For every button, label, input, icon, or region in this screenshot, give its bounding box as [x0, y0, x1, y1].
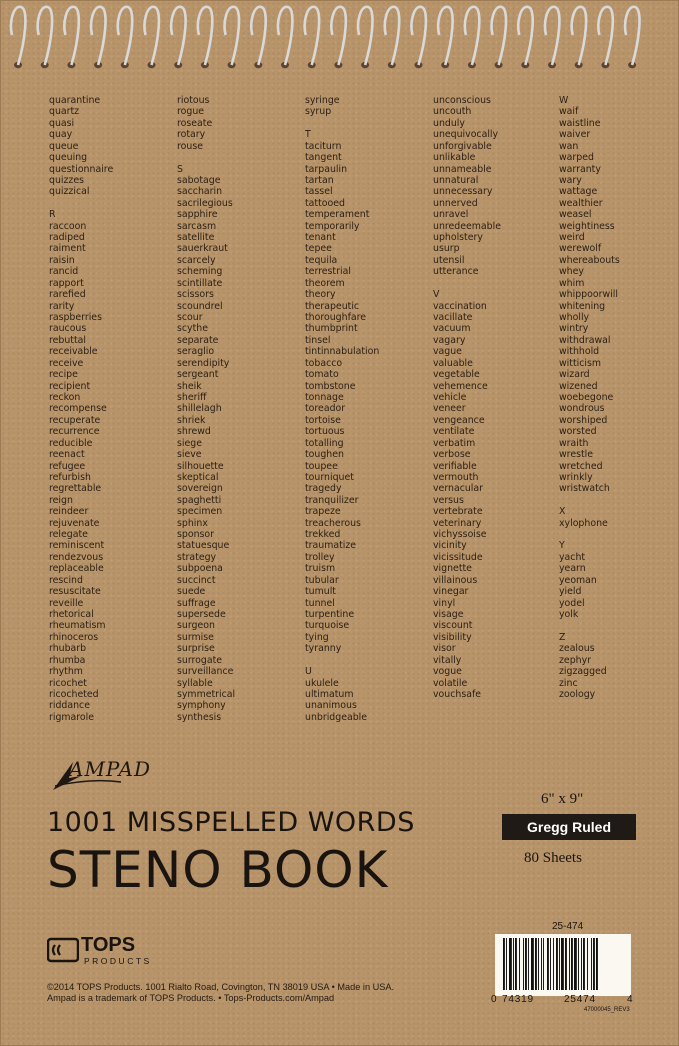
word-item: wan [559, 140, 579, 152]
word-item: unlikable [433, 152, 476, 164]
word-item: replaceable [49, 563, 104, 575]
word-item: thoroughfare [305, 312, 367, 324]
word-item: riddance [49, 700, 90, 712]
word-item: villainous [433, 574, 478, 586]
word-item: shriek [177, 414, 206, 426]
word-item: vehemence [433, 380, 488, 392]
word-item: whitening [559, 300, 606, 312]
barcode-lead-digit: 0 [491, 994, 497, 1005]
word-item: temporarily [305, 220, 360, 232]
word-item: rogue [177, 106, 205, 118]
word-item: vinegar [433, 586, 469, 598]
word-item: zoology [559, 688, 596, 700]
word-item: yield [559, 586, 582, 598]
word-item: versus [433, 494, 464, 506]
word-item: vouchsafe [433, 688, 482, 700]
word-column-1 [49, 95, 113, 723]
word-item: tumult [305, 586, 336, 598]
word-item: waistline [559, 117, 601, 129]
word-item: worsted [559, 426, 597, 438]
word-item: zealous [559, 643, 595, 655]
barcode-trail-digit: 4 [627, 994, 633, 1005]
word-item: unredeemable [433, 220, 501, 232]
word-item: scythe [177, 323, 208, 335]
word-item: surprise [177, 643, 215, 655]
word-item: quizzical [49, 186, 90, 198]
word-item: surveillance [177, 666, 234, 678]
word-item: shrewd [177, 426, 211, 438]
word-item: whey [559, 266, 584, 278]
word-item: thumbprint [305, 323, 358, 335]
word-item: upholstery [433, 232, 483, 244]
word-item: reign [49, 494, 73, 506]
word-item: tonnage [305, 391, 344, 403]
tops-sub: PRODUCTS [84, 956, 152, 966]
word-item: synthesis [177, 711, 222, 723]
word-item: rhumba [49, 654, 86, 666]
word-item: wintry [559, 323, 589, 335]
word-item: wrestle [559, 449, 594, 461]
word-item: trolley [305, 551, 335, 563]
word-item: reckon [49, 391, 81, 403]
word-item: vacillate [433, 312, 473, 324]
word-item: wraith [559, 437, 589, 449]
word-item: tortuous [305, 426, 345, 438]
word-item: tangent [305, 152, 342, 164]
word-item: ricochet [49, 677, 87, 689]
word-item: yodel [559, 597, 585, 609]
word-item: veterinary [433, 517, 482, 529]
word-item: wretched [559, 460, 603, 472]
word-item: vogue [433, 666, 462, 678]
word-item: subpoena [177, 563, 223, 575]
copyright-line2: Ampad is a trademark of TOPS Products. • Tops-Products.com/Ampad [47, 993, 335, 1003]
spacer [559, 620, 620, 631]
barcode-group1: 74319 [502, 994, 534, 1005]
barcode-bars-icon [495, 934, 631, 996]
word-item: vagary [433, 334, 466, 346]
word-item: tobacco [305, 357, 343, 369]
word-item: tranquilizer [305, 494, 359, 506]
word-item: zinc [559, 677, 578, 689]
word-item: ultimatum [305, 688, 354, 700]
word-item: quarantine [49, 95, 101, 106]
word-item: wrinkly [559, 471, 593, 483]
word-item: quizzes [49, 174, 84, 186]
word-item: raccoon [49, 220, 87, 232]
barcode-group2: 25474 [564, 994, 596, 1005]
word-item: weasel [559, 209, 592, 221]
word-item: utterance [433, 266, 479, 278]
word-item: riotous [177, 95, 210, 106]
word-item: vicinity [433, 540, 467, 552]
word-item: vitally [433, 654, 462, 666]
word-item: sheriff [177, 391, 207, 403]
word-item: viscount [433, 620, 473, 632]
word-item: sieve [177, 449, 202, 461]
word-item: rhythm [49, 666, 83, 678]
word-item: tomato [305, 369, 339, 381]
word-item: wary [559, 174, 582, 186]
word-item: veneer [433, 403, 466, 415]
word-item: sergeant [177, 369, 219, 381]
word-item: questionnaire [49, 163, 114, 175]
word-item: yearn [559, 563, 586, 575]
word-item: rotary [177, 129, 206, 141]
word-item: tarpaulin [305, 163, 348, 175]
word-item: zigzagged [559, 666, 607, 678]
barcode-revision: 47000045_REV3 [584, 1007, 630, 1013]
word-item: tattooed [305, 197, 345, 209]
word-item: vichyssoise [433, 529, 487, 541]
word-item: tassel [305, 186, 333, 198]
word-item: tourniquet [305, 471, 354, 483]
word-item: waiver [559, 129, 591, 141]
word-item: saccharin [177, 186, 223, 198]
word-item: roseate [177, 117, 213, 129]
section-letter: Y [559, 540, 565, 552]
product-title-line1: 1001 MISSPELLED WORDS [47, 807, 415, 838]
word-item: supersede [177, 608, 226, 620]
word-item: wholly [559, 312, 590, 324]
word-item: unduly [433, 117, 465, 129]
word-item: serendipity [177, 357, 230, 369]
word-item: spaghetti [177, 494, 222, 506]
size-label: 6" x 9" [541, 791, 584, 807]
word-item: scintillate [177, 277, 223, 289]
word-item: rhubarb [49, 643, 87, 655]
word-item: unnecessary [433, 186, 493, 198]
word-column-3 [305, 95, 379, 723]
word-item: rapport [49, 277, 84, 289]
word-item: witticism [559, 357, 602, 369]
word-item: wristwatch [559, 483, 610, 495]
word-item: vicissitude [433, 551, 483, 563]
spacer [177, 152, 235, 163]
word-item: quartz [49, 106, 80, 118]
word-item: refugee [49, 460, 86, 472]
word-item: terrestrial [305, 266, 351, 278]
word-item: weightiness [559, 220, 615, 232]
word-column-4 [433, 95, 501, 700]
word-item: tunnel [305, 597, 335, 609]
word-item: turpentine [305, 608, 355, 620]
word-item: whereabouts [559, 254, 620, 266]
word-item: raisin [49, 254, 75, 266]
word-item: warped [559, 152, 594, 164]
word-item: sarcasm [177, 220, 217, 232]
word-item: tartan [305, 174, 334, 186]
word-item: vague [433, 346, 462, 358]
word-item: totalling [305, 437, 344, 449]
word-item: syringe [305, 95, 340, 106]
word-item: waif [559, 106, 579, 118]
word-item: tenant [305, 232, 336, 244]
word-item: receive [49, 357, 84, 369]
word-item: reminiscent [49, 540, 105, 552]
word-item: sovereign [177, 483, 223, 495]
word-item: unconscious [433, 95, 491, 106]
spacer [49, 198, 113, 209]
word-item: scoundrel [177, 300, 223, 312]
word-item: recipient [49, 380, 91, 392]
word-item: specimen [177, 506, 223, 518]
word-item: verbatim [433, 437, 476, 449]
word-item: theorem [305, 277, 345, 289]
word-item: quasi [49, 117, 75, 129]
word-item: vegetable [433, 369, 480, 381]
word-item: tinsel [305, 334, 331, 346]
word-item: usurp [433, 243, 460, 255]
word-item: turquoise [305, 620, 350, 632]
word-item: relegate [49, 529, 88, 541]
word-item: taciturn [305, 140, 342, 152]
word-item: treacherous [305, 517, 361, 529]
word-item: trekked [305, 529, 341, 541]
word-item: separate [177, 334, 219, 346]
sheet-count: 80 Sheets [524, 850, 582, 866]
word-item: xylophone [559, 517, 608, 529]
tops-logo-icon [47, 937, 79, 963]
ruling-badge: Gregg Ruled [502, 814, 636, 840]
section-letter: W [559, 95, 569, 106]
word-column-5 [559, 95, 620, 700]
spacer [559, 529, 620, 540]
word-item: unnameable [433, 163, 492, 175]
word-item: traumatize [305, 540, 357, 552]
word-item: vacuum [433, 323, 471, 335]
word-item: rhetorical [49, 608, 94, 620]
word-item: refurbish [49, 471, 91, 483]
word-item: regrettable [49, 483, 102, 495]
section-letter: Z [559, 631, 566, 643]
word-item: surmise [177, 631, 214, 643]
section-letter: V [433, 289, 440, 301]
spacer [559, 495, 620, 506]
word-item: unforgivable [433, 140, 492, 152]
word-item: volatile [433, 677, 468, 689]
word-item: tragedy [305, 483, 342, 495]
word-item: sheik [177, 380, 202, 392]
section-letter: R [49, 209, 56, 221]
section-letter: S [177, 163, 183, 175]
word-item: unbridgeable [305, 711, 368, 723]
word-item: toreador [305, 403, 346, 415]
word-item: succinct [177, 574, 216, 586]
word-item: syrup [305, 106, 332, 118]
word-item: whim [559, 277, 585, 289]
word-item: rejuvenate [49, 517, 100, 529]
word-item: weird [559, 232, 585, 244]
word-item: tintinnabulation [305, 346, 380, 358]
word-item: vermouth [433, 471, 479, 483]
word-item: whippoorwill [559, 289, 618, 301]
word-item: theory [305, 289, 336, 301]
word-item: sauerkraut [177, 243, 228, 255]
word-item: rebuttal [49, 334, 87, 346]
word-item: wizard [559, 369, 590, 381]
section-letter: U [305, 666, 312, 678]
word-item: verifiable [433, 460, 477, 472]
word-item: raiment [49, 243, 86, 255]
word-item: tepee [305, 243, 332, 255]
word-item: reindeer [49, 506, 89, 518]
word-item: tombstone [305, 380, 356, 392]
word-item: zephyr [559, 654, 591, 666]
tops-name: TOPS [81, 934, 136, 956]
copyright-line1: ©2014 TOPS Products. 1001 Rialto Road, Covington, TN 38019 USA • Made in USA. [47, 982, 395, 992]
word-item: reducible [49, 437, 93, 449]
ampad-logo-text: AMPAD [69, 757, 152, 781]
word-item: vernacular [433, 483, 483, 495]
word-item: rheumatism [49, 620, 106, 632]
section-letter: T [305, 129, 311, 141]
word-item: strategy [177, 551, 217, 563]
word-item: shillelagh [177, 403, 222, 415]
word-item: worshiped [559, 414, 608, 426]
word-item: symphony [177, 700, 226, 712]
word-item: tequila [305, 254, 338, 266]
word-item: yolk [559, 608, 579, 620]
word-item: suffrage [177, 597, 216, 609]
word-item: suede [177, 586, 206, 598]
word-item: vehicle [433, 391, 467, 403]
word-item: rendezvous [49, 551, 104, 563]
word-item: vignette [433, 563, 472, 575]
word-item: scheming [177, 266, 223, 278]
word-item: reenact [49, 449, 85, 461]
word-item: reveille [49, 597, 84, 609]
spacer [305, 655, 379, 666]
word-item: visage [433, 608, 464, 620]
word-item: rancid [49, 266, 79, 278]
word-item: quay [49, 129, 73, 141]
word-item: queuing [49, 152, 88, 164]
word-item: vinyl [433, 597, 456, 609]
word-item: vertebrate [433, 506, 483, 518]
word-item: tortoise [305, 414, 341, 426]
word-item: unanimous [305, 700, 357, 712]
word-item: tyranny [305, 643, 342, 655]
word-item: uncouth [433, 106, 472, 118]
word-item: syllable [177, 677, 213, 689]
word-item: ventilate [433, 426, 475, 438]
word-item: sabotage [177, 174, 221, 186]
section-letter: X [559, 506, 566, 518]
word-item: withdrawal [559, 334, 611, 346]
word-item: recurrence [49, 426, 100, 438]
word-item: scour [177, 312, 203, 324]
word-item: toughen [305, 449, 344, 461]
word-item: sponsor [177, 529, 214, 541]
word-item: surrogate [177, 654, 223, 666]
word-item: ukulele [305, 677, 339, 689]
word-item: tying [305, 631, 329, 643]
word-item: tubular [305, 574, 339, 586]
word-item: visibility [433, 631, 472, 643]
word-item: rigmarole [49, 711, 95, 723]
word-item: wizened [559, 380, 598, 392]
word-item: satellite [177, 232, 215, 244]
word-item: wattage [559, 186, 598, 198]
word-item: rescind [49, 574, 83, 586]
model-number: 25-474 [552, 921, 584, 932]
word-item: raspberries [49, 312, 102, 324]
word-item: recipe [49, 369, 78, 381]
spiral-binding [1, 1, 679, 75]
word-item: sapphire [177, 209, 218, 221]
word-item: wondrous [559, 403, 605, 415]
word-column-2 [177, 95, 235, 723]
word-item: warranty [559, 163, 601, 175]
word-item: yeoman [559, 574, 597, 586]
word-item: unravel [433, 209, 469, 221]
word-item: temperament [305, 209, 370, 221]
word-item: yacht [559, 551, 586, 563]
word-item: woebegone [559, 391, 614, 403]
word-item: radiped [49, 232, 85, 244]
word-item: rarity [49, 300, 75, 312]
word-item: toupee [305, 460, 338, 472]
word-item: silhouette [177, 460, 224, 472]
word-item: scissors [177, 289, 214, 301]
word-item: seraglio [177, 346, 215, 358]
word-item: utensil [433, 254, 465, 266]
spacer [305, 118, 379, 129]
word-item: wealthier [559, 197, 603, 209]
spacer [433, 278, 501, 289]
word-item: vaccination [433, 300, 487, 312]
word-item: werewolf [559, 243, 602, 255]
word-item: ricocheted [49, 688, 99, 700]
word-item: rarefied [49, 289, 86, 301]
word-item: siege [177, 437, 202, 449]
word-item: vengeance [433, 414, 485, 426]
word-item: sacrilegious [177, 197, 233, 209]
word-item: receivable [49, 346, 98, 358]
word-item: trapeze [305, 506, 341, 518]
word-item: queue [49, 140, 79, 152]
word-item: resuscitate [49, 586, 101, 598]
word-item: visor [433, 643, 456, 655]
word-item: rhinoceros [49, 631, 99, 643]
word-item: statuesque [177, 540, 230, 552]
word-item: withhold [559, 346, 600, 358]
word-item: raucous [49, 323, 87, 335]
word-item: surgeon [177, 620, 215, 632]
word-item: sphinx [177, 517, 208, 529]
word-item: rouse [177, 140, 203, 152]
word-item: recuperate [49, 414, 101, 426]
word-item: valuable [433, 357, 473, 369]
word-item: unnerved [433, 197, 478, 209]
word-item: therapeutic [305, 300, 360, 312]
word-item: truism [305, 563, 336, 575]
word-item: unequivocally [433, 129, 499, 141]
word-item: symmetrical [177, 688, 236, 700]
product-title-line2: STENO BOOK [47, 841, 389, 899]
word-item: scarcely [177, 254, 216, 266]
word-item: skeptical [177, 471, 219, 483]
word-item: unnatural [433, 174, 479, 186]
word-item: recompense [49, 403, 107, 415]
word-item: verbose [433, 449, 471, 461]
